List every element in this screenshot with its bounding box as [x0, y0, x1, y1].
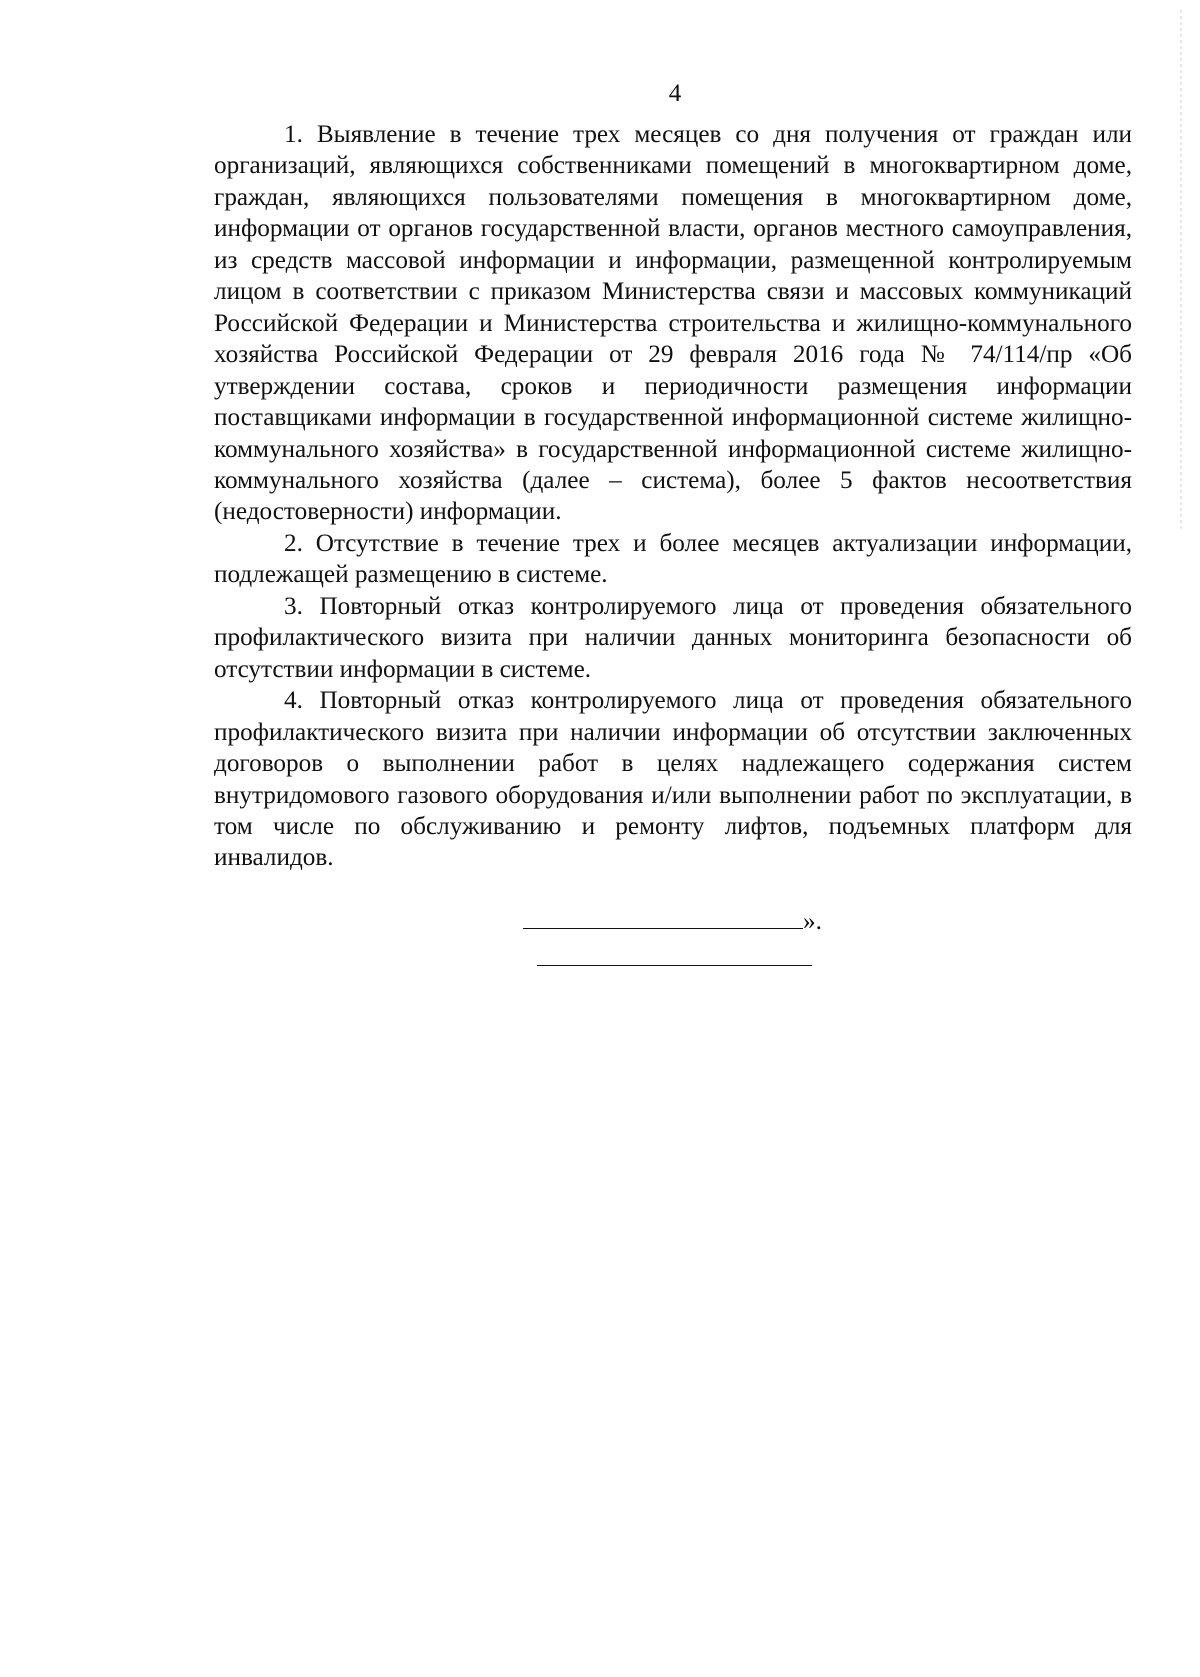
- paragraph-4: 4. Повторный отказ контролируемого лица от проведения обязательного профилактического визита при наличии информации об отсутствии заключенных договоров о выполнении работ в целях надлежащего содержания систем внутридомового газового оборудования и/или выполнении работ по эксплуатации, в том числе по обслуживанию и ремонту лифтов, подъемных платформ для инвалидов.: [214, 687, 1132, 872]
- page-number: 4: [668, 80, 682, 107]
- paragraph-3: 3. Повторный отказ контролируемого лица от проведения обязательного профилактического визита при наличии данных мониторинга безопасности об отсутствии информации в системе.: [214, 592, 1132, 683]
- closing-line: [523, 906, 822, 937]
- end-rule: [537, 965, 812, 966]
- scan-margin-marks: [1180, 10, 1182, 530]
- closing-underline: [523, 906, 803, 929]
- paragraph-1: 1. Выявление в течение трех месяцев со дня получения от граждан или организаций, являющихся собственниками помещений в многоквартирном доме, граждан, являющихся пользователями помещения в многоквартирном доме, информации от органов государственной власти, органов местного самоуправления, из средств массовой информации и информации, размещенной контролируемым лицом в соответствии с приказом Министерства связи и массовых коммуникаций Российской Федерации и Министерства строительства и жилищно-коммунального хозяйства Российской Федерации от 29 февраля 2016 года № 74/114/пр «Об утверждении состава, сроков и периодичности размещения информации поставщиками информации в государственной информационной системе жилищно-коммунального хозяйства» в государственной информационной системе жилищно-коммунального хозяйства (далее – система), более 5 фактов несоответствия (недостоверности) информации.: [214, 121, 1132, 526]
- document-body: [214, 119, 1132, 874]
- paragraph-2: 2. Отсутствие в течение трех и более месяцев актуализации информации, подлежащей размещению в системе.: [214, 529, 1132, 589]
- closing-quote-mark: ».: [803, 908, 822, 935]
